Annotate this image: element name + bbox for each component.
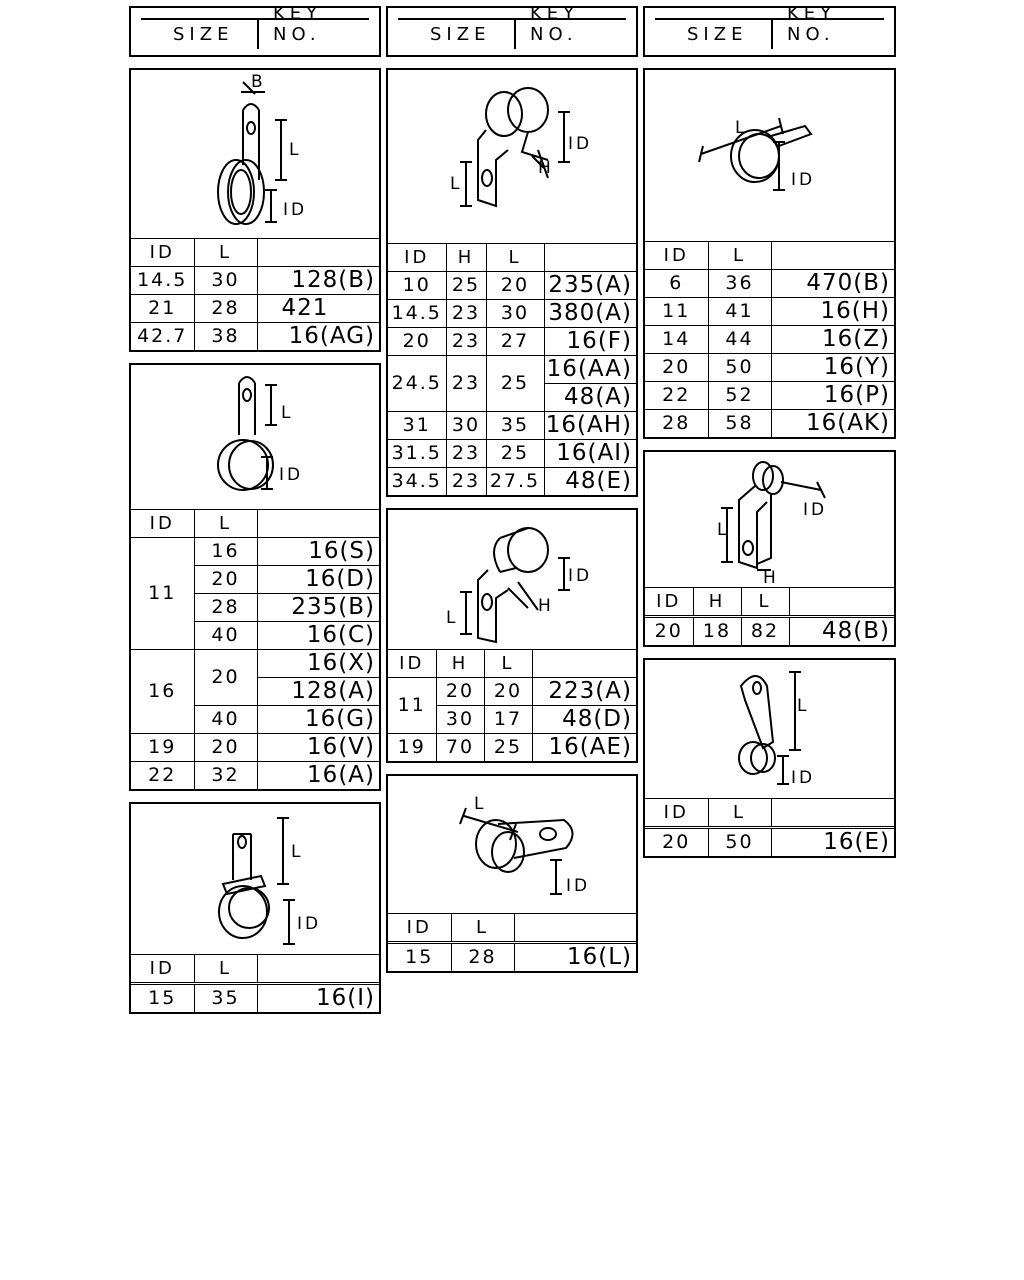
cell-l: 20 [484, 678, 532, 706]
table-header-row [645, 588, 894, 617]
table-header-row [131, 955, 379, 984]
cell-l: 52 [708, 382, 771, 410]
cell-key: 16(AA) [544, 356, 636, 384]
cell-h: 23 [446, 468, 486, 496]
key-no-label: KEY NO. [787, 3, 837, 45]
size-label: SIZE [173, 24, 234, 45]
clip-2-figure [131, 365, 379, 501]
dim-l-label: L [474, 794, 487, 814]
table-row [388, 678, 636, 706]
col-l-header: L [741, 588, 789, 617]
col-id-header: ID [645, 588, 693, 617]
cell-key: 16(AK) [771, 410, 894, 438]
dim-h-label: H [538, 158, 554, 178]
clip-panel-7 [643, 68, 896, 439]
cell-key: 16(A) [257, 762, 379, 790]
dim-l-label: L [281, 403, 294, 423]
dim-id-label: ID [568, 566, 593, 586]
cell-key: 16(AE) [532, 734, 636, 762]
cell-key: 48(B) [789, 617, 894, 646]
col-l-header: L [194, 955, 257, 984]
cell-id: 19 [388, 734, 436, 762]
col-l-header: L [708, 799, 771, 828]
cell-key: 16(I) [257, 984, 379, 1013]
cell-l: 50 [708, 354, 771, 382]
table-row [388, 468, 636, 496]
clip-drawing [131, 365, 379, 501]
cell-key: 470(B) [771, 270, 894, 298]
dim-id-label: ID [279, 465, 304, 485]
cell-id: 15 [131, 984, 194, 1013]
cell-l: 32 [194, 762, 257, 790]
table-header-row [131, 239, 379, 267]
cell-l: 27.5 [486, 468, 544, 496]
clip-panel-5 [386, 508, 638, 763]
table-header-row [131, 510, 379, 538]
table-row [645, 326, 894, 354]
table-row [645, 298, 894, 326]
cell-h: 25 [446, 272, 486, 300]
table-header-row [645, 799, 894, 828]
dim-h-label: H [538, 596, 554, 616]
clip-drawing [388, 776, 636, 916]
clip-panel-8 [643, 450, 896, 647]
table-row [131, 984, 379, 1013]
size-key-header-col2 [386, 3, 638, 57]
cell-id: 15 [388, 943, 451, 972]
cell-h: 23 [446, 356, 486, 412]
clip-6-figure [388, 776, 636, 916]
col-h-header: H [446, 244, 486, 272]
cell-id: 42.7 [131, 323, 194, 351]
table-header-row [388, 650, 636, 678]
cell-key: 48(E) [544, 468, 636, 496]
col-id-header: ID [388, 914, 451, 943]
table-row [645, 410, 894, 438]
table-header-row [388, 244, 636, 272]
cell-key: 235(B) [257, 594, 379, 622]
clip-3-figure [131, 804, 379, 954]
cell-h: 23 [446, 440, 486, 468]
dim-l-label: L [797, 696, 810, 716]
dim-id-label: ID [283, 200, 308, 220]
table-row [645, 354, 894, 382]
table-row [131, 295, 379, 323]
cell-l: 35 [194, 984, 257, 1013]
cell-l: 36 [708, 270, 771, 298]
cell-l: 25 [486, 440, 544, 468]
clip-drawing [131, 804, 379, 954]
clip-4-table [388, 243, 636, 495]
cell-l: 28 [451, 943, 514, 972]
size-key-header-col1 [129, 3, 381, 57]
table-row [388, 356, 636, 384]
cell-key: 48(A) [544, 384, 636, 412]
cell-key: 128(B) [257, 267, 379, 295]
col-id-header: ID [131, 510, 194, 538]
cell-l: 20 [194, 566, 257, 594]
cell-l: 50 [708, 828, 771, 857]
cell-key: 16(D) [257, 566, 379, 594]
size-label: SIZE [687, 24, 748, 45]
cell-h: 70 [436, 734, 484, 762]
table-header-row [388, 914, 636, 943]
cell-key: 421 [257, 295, 379, 323]
table-row [388, 440, 636, 468]
col-id-header: ID [645, 242, 708, 270]
table-row [645, 270, 894, 298]
cell-l: 27 [486, 328, 544, 356]
cell-id: 31.5 [388, 440, 446, 468]
cell-key: 380(A) [544, 300, 636, 328]
dim-id-label: ID [803, 500, 828, 520]
col-id-header: ID [131, 239, 194, 267]
cell-id: 20 [645, 617, 693, 646]
cell-l: 30 [194, 267, 257, 295]
cell-l: 40 [194, 706, 257, 734]
cell-l: 58 [708, 410, 771, 438]
col-l-header: L [708, 242, 771, 270]
dim-l-label: L [735, 118, 748, 138]
cell-key: 16(V) [257, 734, 379, 762]
cell-key: 16(Z) [771, 326, 894, 354]
cell-l: 35 [486, 412, 544, 440]
cell-l: 40 [194, 622, 257, 650]
cell-key: 16(E) [771, 828, 894, 857]
col-id-header: ID [388, 244, 446, 272]
clip-3-table [131, 954, 379, 1012]
dim-id-label: ID [568, 134, 593, 154]
cell-id: 11 [131, 538, 194, 650]
cell-h: 20 [436, 678, 484, 706]
cell-h: 23 [446, 328, 486, 356]
dim-id-label: ID [297, 914, 322, 934]
cell-h: 18 [693, 617, 741, 646]
col-id-header: ID [388, 650, 436, 678]
table-row [645, 617, 894, 646]
table-row [645, 382, 894, 410]
col-l-header: L [194, 239, 257, 267]
cell-key: 16(AH) [544, 412, 636, 440]
cell-id: 20 [645, 354, 708, 382]
col-l-header: L [194, 510, 257, 538]
cell-l: 30 [486, 300, 544, 328]
cell-key: 16(H) [771, 298, 894, 326]
col-l-header: L [486, 244, 544, 272]
cell-id: 14.5 [388, 300, 446, 328]
cell-l: 20 [194, 650, 257, 706]
table-row [388, 734, 636, 762]
dim-b-label: B [251, 72, 266, 92]
table-row [131, 323, 379, 351]
clip-panel-6 [386, 774, 638, 973]
cell-id: 20 [388, 328, 446, 356]
clip-panel-3 [129, 802, 381, 1014]
key-no-label: KEY NO. [273, 3, 323, 45]
clip-drawing [388, 70, 636, 236]
clip-drawing [388, 510, 636, 648]
cell-key: 128(A) [257, 678, 379, 706]
cell-key: 223(A) [532, 678, 636, 706]
clip-panel-4 [386, 68, 638, 497]
col-h-header: H [693, 588, 741, 617]
cell-key: 16(P) [771, 382, 894, 410]
cell-l: 44 [708, 326, 771, 354]
clip-drawing [645, 660, 894, 802]
dim-id-label: ID [791, 170, 816, 190]
cell-id: 19 [131, 734, 194, 762]
cell-l: 38 [194, 323, 257, 351]
table-row [131, 538, 379, 566]
cell-id: 22 [131, 762, 194, 790]
dim-id-label: ID [566, 876, 591, 896]
clip-8-figure [645, 452, 894, 590]
dim-h-label: H [763, 568, 779, 588]
col-id-header: ID [131, 955, 194, 984]
table-row [131, 762, 379, 790]
cell-id: 11 [388, 678, 436, 734]
clip-1-table [131, 238, 379, 350]
col-h-header: H [436, 650, 484, 678]
cell-key: 16(X) [257, 650, 379, 678]
cell-l: 25 [484, 734, 532, 762]
cell-id: 34.5 [388, 468, 446, 496]
cell-id: 22 [645, 382, 708, 410]
cell-l: 17 [484, 706, 532, 734]
dim-id-label: ID [791, 768, 816, 788]
key-no-label: KEY NO. [530, 3, 580, 45]
clip-panel-9 [643, 658, 896, 858]
clip-6-table [388, 913, 636, 971]
cell-l: 82 [741, 617, 789, 646]
cell-key: 48(D) [532, 706, 636, 734]
table-row [131, 734, 379, 762]
cell-key: 16(G) [257, 706, 379, 734]
cell-id: 10 [388, 272, 446, 300]
cell-h: 30 [446, 412, 486, 440]
clip-2-table [131, 509, 379, 789]
cell-id: 31 [388, 412, 446, 440]
clip-4-figure [388, 70, 636, 236]
clip-7-table [645, 241, 894, 437]
clip-7-figure [645, 70, 894, 236]
clip-9-table [645, 798, 894, 856]
dim-l-label: L [291, 842, 304, 862]
cell-id: 14.5 [131, 267, 194, 295]
clip-5-figure [388, 510, 636, 648]
cell-key: 16(L) [514, 943, 636, 972]
clip-drawing [131, 70, 379, 236]
clip-5-table [388, 649, 636, 761]
cell-id: 28 [645, 410, 708, 438]
table-row [388, 328, 636, 356]
cell-l: 20 [194, 734, 257, 762]
cell-id: 21 [131, 295, 194, 323]
cell-key: 16(S) [257, 538, 379, 566]
cell-key: 16(AI) [544, 440, 636, 468]
clip-panel-2 [129, 363, 381, 791]
cell-key: 16(C) [257, 622, 379, 650]
clip-panel-1 [129, 68, 381, 352]
cell-l: 16 [194, 538, 257, 566]
table-row [388, 300, 636, 328]
cell-id: 24.5 [388, 356, 446, 412]
table-header-row [645, 242, 894, 270]
cell-key: 16(F) [544, 328, 636, 356]
col-l-header: L [451, 914, 514, 943]
table-row [131, 267, 379, 295]
dim-l-label: L [446, 608, 459, 628]
cell-l: 41 [708, 298, 771, 326]
cell-l: 20 [486, 272, 544, 300]
clip-9-figure [645, 660, 894, 802]
cell-l: 28 [194, 295, 257, 323]
cell-key: 16(Y) [771, 354, 894, 382]
size-label: SIZE [430, 24, 491, 45]
table-row [388, 943, 636, 972]
table-row [131, 650, 379, 678]
dim-l-label: L [289, 140, 302, 160]
cell-id: 6 [645, 270, 708, 298]
col-id-header: ID [645, 799, 708, 828]
dim-l-label: L [717, 520, 730, 540]
cell-h: 30 [436, 706, 484, 734]
clip-drawing [645, 70, 894, 236]
cell-l: 28 [194, 594, 257, 622]
cell-id: 16 [131, 650, 194, 734]
cell-l: 25 [486, 356, 544, 412]
clip-1-figure [131, 70, 379, 236]
cell-id: 14 [645, 326, 708, 354]
col-l-header: L [484, 650, 532, 678]
cell-key: 235(A) [544, 272, 636, 300]
table-row [388, 412, 636, 440]
size-key-header-col3 [643, 3, 896, 57]
table-row [388, 272, 636, 300]
dim-l-label: L [450, 174, 463, 194]
table-row [645, 828, 894, 857]
cell-id: 11 [645, 298, 708, 326]
clip-8-table [645, 587, 894, 645]
cell-key: 16(AG) [257, 323, 379, 351]
cell-h: 23 [446, 300, 486, 328]
cell-id: 20 [645, 828, 708, 857]
